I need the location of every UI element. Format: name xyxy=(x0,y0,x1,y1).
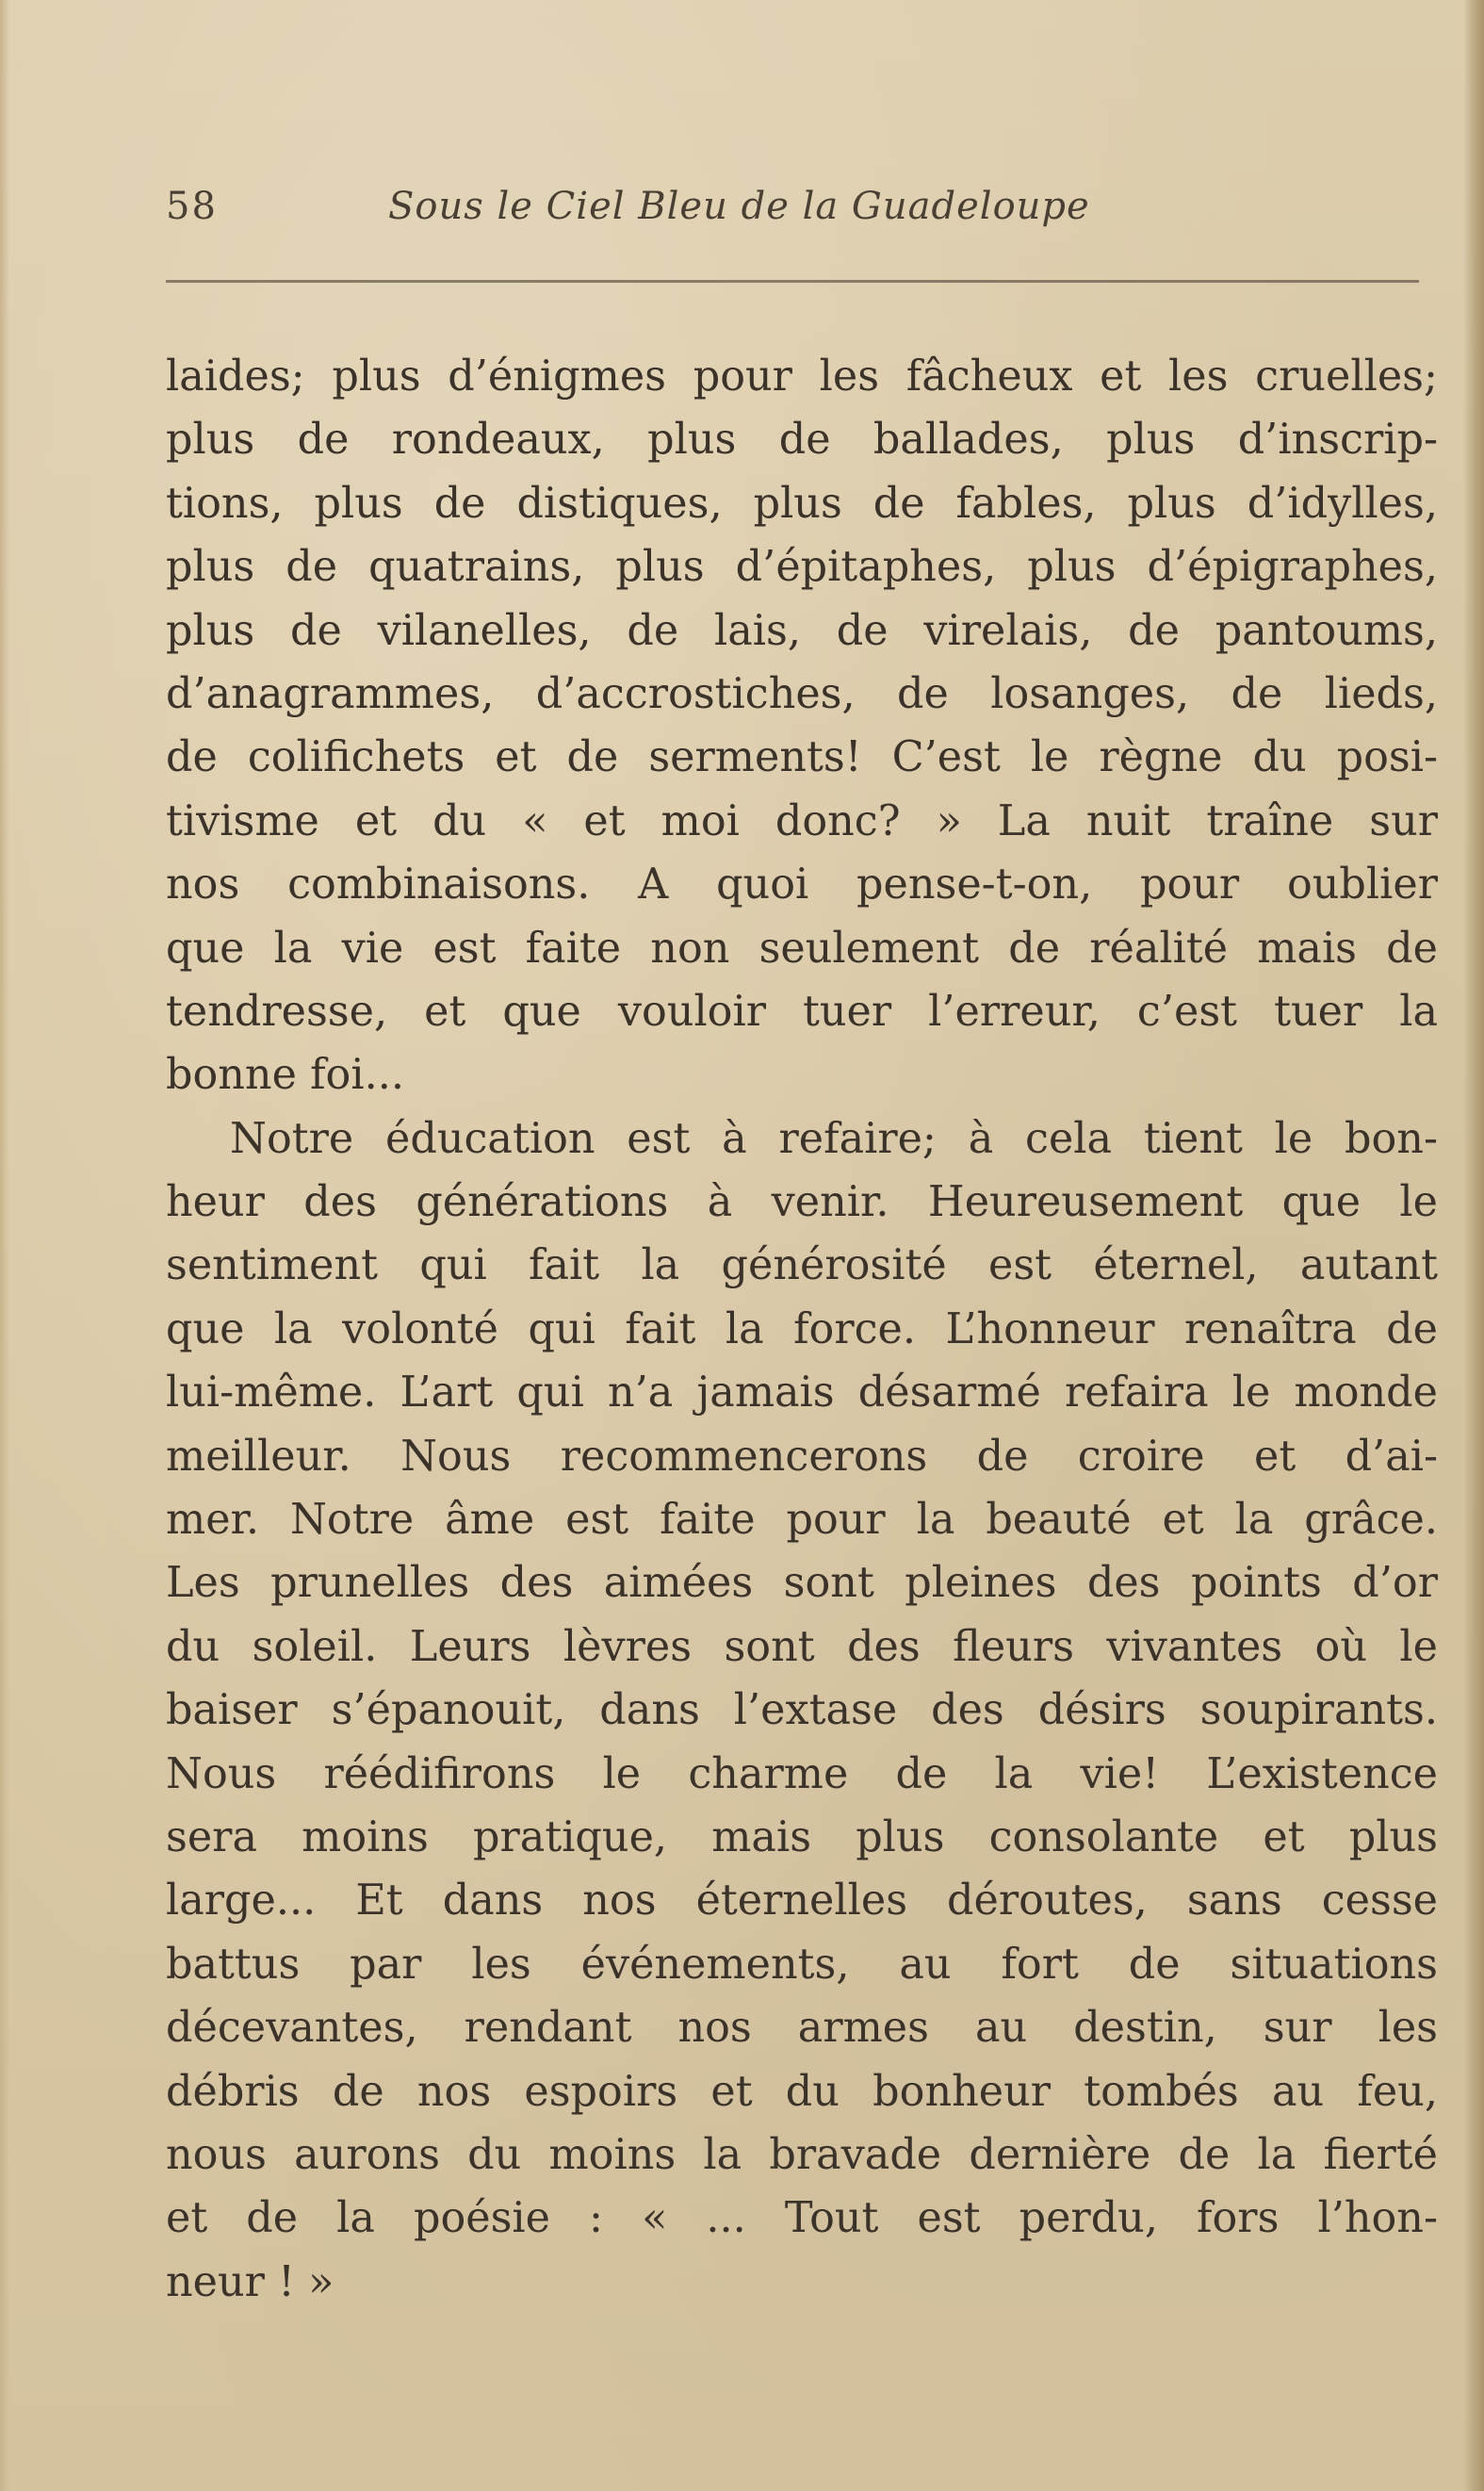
text-line: plus de quatrains, plus d’épitaphes, plus d’épigraphes, xyxy=(166,543,1438,592)
text-line: plus de vilanelles, de lais, de virelais, de pantoums, xyxy=(166,606,1438,655)
text-line: lui-même. L’art qui n’a jamais désarmé refaira le monde xyxy=(166,1368,1438,1418)
text-line: que la volonté qui fait la force. L’honneur renaîtra de xyxy=(166,1304,1438,1353)
text-line: et de la poésie : « ... Tout est perdu, fors l’hon- xyxy=(166,2194,1438,2243)
page-right-edge xyxy=(1463,0,1484,2491)
text-line: nous aurons du moins la bravade dernière de la fierté xyxy=(166,2130,1438,2179)
running-title: Sous le Ciel Bleu de la Guadeloupe xyxy=(388,185,1090,228)
text-line: tivisme et du « et moi donc? » La nuit traîne sur xyxy=(166,796,1438,845)
text-line: plus de rondeaux, plus de ballades, plus d’inscrip- xyxy=(166,416,1438,465)
text-line: d’anagrammes, d’accrostiches, de losanges, de lieds, xyxy=(166,669,1438,718)
text-line: de colifichets et de serments! C’est le règne du posi- xyxy=(166,733,1438,782)
text-line: que la vie est faite non seulement de réalité mais de xyxy=(166,924,1438,973)
body-text xyxy=(166,345,1438,2314)
page-left-edge xyxy=(0,0,9,2491)
text-line: débris de nos espoirs et du bonheur tombés au feu, xyxy=(166,2067,1438,2116)
running-head xyxy=(166,185,1419,251)
text-line: large... Et dans nos éternelles déroutes, sans cesse xyxy=(166,1876,1438,1926)
text-line: baiser s’épanouit, dans l’extase des désirs soupirants. xyxy=(166,1686,1438,1735)
text-line: tendresse, et que vouloir tuer l’erreur, c’est tuer la xyxy=(166,987,1438,1036)
text-line: nos combinaisons. A quoi pense-t-on, pour oublier xyxy=(166,860,1438,910)
text-line: décevantes, rendant nos armes au destin, sur les xyxy=(166,2004,1438,2053)
header-rule xyxy=(166,280,1419,283)
text-line: tions, plus de distiques, plus de fables, plus d’idylles, xyxy=(166,479,1438,528)
text-line: battus par les événements, au fort de situations xyxy=(166,1940,1438,1989)
text-line: Notre éducation est à refaire; à cela tient le bon- xyxy=(230,1114,1438,1163)
text-line: neur ! » xyxy=(166,2257,334,2306)
text-line: bonne foi... xyxy=(166,1051,405,1100)
text-line: heur des générations à venir. Heureusement que le xyxy=(166,1178,1438,1227)
text-line: Nous réédifirons le charme de la vie! L’existence xyxy=(166,1749,1438,1798)
text-line: du soleil. Leurs lèvres sont des fleurs vivantes où le xyxy=(166,1622,1438,1671)
text-line: sentiment qui fait la générosité est éternel, autant xyxy=(166,1241,1438,1290)
text-line: Les prunelles des aimées sont pleines des points d’or xyxy=(166,1559,1438,1608)
text-line: sera moins pratique, mais plus consolante et plus xyxy=(166,1812,1438,1861)
text-line: meilleur. Nous recommencerons de croire et d’ai- xyxy=(166,1432,1438,1481)
page-number: 58 xyxy=(166,185,218,228)
text-line: laides; plus d’énigmes pour les fâcheux et les cruelles; xyxy=(166,352,1438,401)
text-line: mer. Notre âme est faite pour la beauté et la grâce. xyxy=(166,1496,1438,1545)
